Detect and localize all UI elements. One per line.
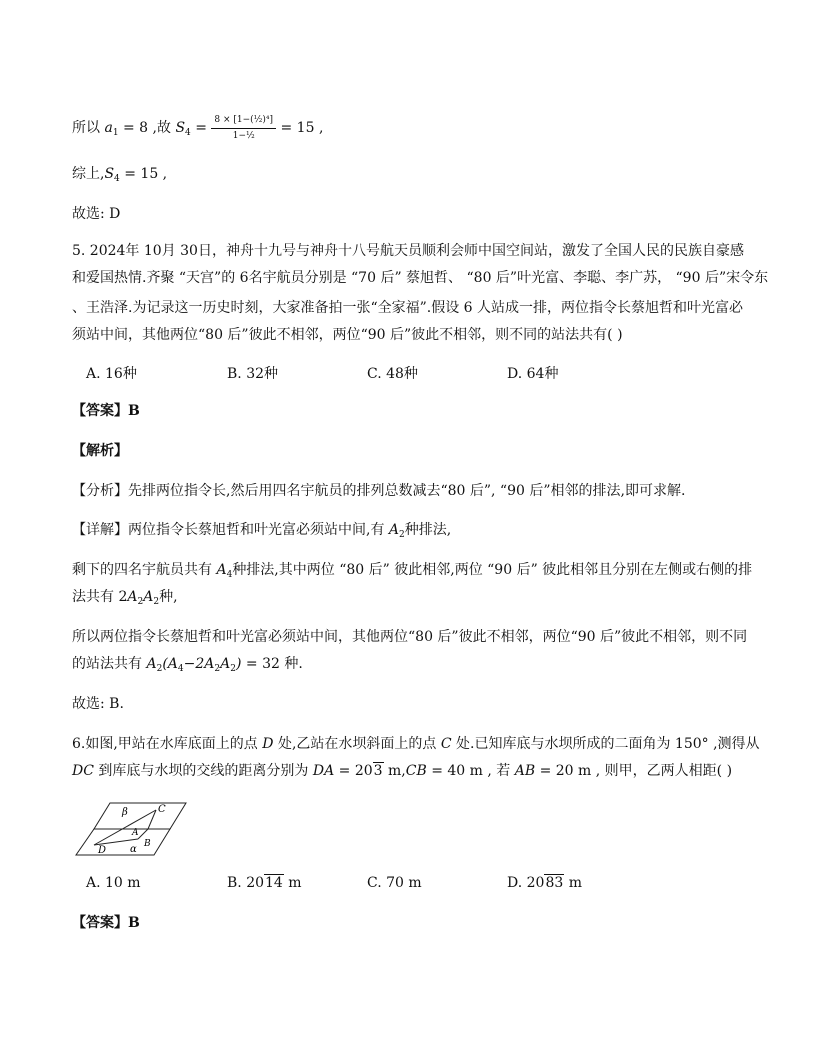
intro-line <box>72 114 323 143</box>
s4-var: S <box>175 120 186 136</box>
q6-line2-d: = 20 m , 则甲，乙两人相距( ) <box>535 763 733 779</box>
q5-line1: 5. 2024年 10月 30日，神舟十九号与神舟十八号航天员顺利会师中国空间站，激发了全国人民的民族自豪感 <box>72 243 744 259</box>
eq-sign: = <box>190 120 212 136</box>
q6-option-c: C. 70 m <box>367 875 422 891</box>
fraction-denominator: 1−½ <box>232 131 255 141</box>
q6-line2-b: m, <box>383 763 406 779</box>
q5-detail-prefix: 【详解】两位指令长蔡旭哲和叶光富必须站中间,有 <box>72 522 389 538</box>
q6-option-b <box>227 875 302 891</box>
q6-line2: DC 到库底与水坝的交线的距离分别为 DA = 203 m,CB = 40 m , 若 AB = 20 m , 则甲，乙两人相距( ) <box>72 763 733 779</box>
label-alpha: α <box>130 844 137 855</box>
q6-option-d-text: D. 20 <box>507 875 545 891</box>
summary-rest: = 15 , <box>119 166 168 182</box>
q6-line2-a: 到库底与水坝的交线的距离分别为 <box>93 763 313 779</box>
q5-rest2-prefix: 法共有 <box>72 589 119 605</box>
label-beta: β <box>122 807 128 818</box>
q5-final2 <box>72 654 303 679</box>
q6-option-b-text: B. 20 <box>227 875 265 891</box>
label-b: B <box>144 839 151 849</box>
intro-prefix: 所以 <box>72 120 100 136</box>
q6-line1-b: 处,乙站在水坝斜面上的点 <box>273 736 441 752</box>
a1-var: a <box>104 120 113 136</box>
fraction-numerator: 8 × [1−(½)⁴] <box>211 114 276 129</box>
q5-option-c: C. 48种 <box>367 366 418 382</box>
q5-final2-suffix: = 32 种. <box>241 656 303 672</box>
label-c: C <box>158 804 166 815</box>
summary-line <box>72 164 167 189</box>
q6-option-d-unit: m <box>564 875 583 891</box>
q5-rest1-prefix: 剩下的四名宇航员共有 <box>72 562 217 578</box>
q5-detail-suffix: 种排法, <box>404 522 452 538</box>
q6-option-d-root: 83 <box>545 875 564 891</box>
summary-text: 综上, <box>72 166 105 182</box>
arrangement-a44: $A_4$ <box>216 562 233 580</box>
q5-rest1 <box>72 560 752 585</box>
segment-ab-line <box>138 829 148 839</box>
q5-line4: 须站中间，其他两位“80 后”彼此不相邻，两位“90 后”彼此不相邻，则不同的站法共有( ) <box>72 327 623 343</box>
q5-line3: 、王浩泽.为记录这一历史时刻，大家准备拍一张“全家福”.假设 6 人站成一排，两位指令长蔡旭哲和叶光富必 <box>72 300 744 316</box>
a1-val: = 8 ,故 <box>118 120 176 136</box>
q6-line1-a: 6.如图,甲站在水库底面上的点 <box>72 736 263 752</box>
fraction <box>211 114 276 142</box>
plane-alpha <box>76 829 170 855</box>
segment-bc-line <box>148 810 156 829</box>
q5-final1: 所以两位指令长蔡旭哲和叶光富必须站中间，其他两位“80 后”彼此不相邻，两位“90 后”彼此不相邻，则不同 <box>72 629 748 645</box>
q6-option-b-unit: m <box>283 875 302 891</box>
dihedral-figure <box>74 801 189 859</box>
q6-line1 <box>72 734 760 754</box>
segment-dc: DC <box>72 763 94 779</box>
q5-final2-prefix: 的站法共有 <box>72 656 147 672</box>
q5-option-a: A. 16种 <box>86 366 137 382</box>
q5-rest2-suffix: 种, <box>159 589 178 605</box>
q6-option-d <box>507 875 582 891</box>
point-d: D <box>262 736 274 752</box>
arrangement-a22: $A_2$ <box>388 522 405 540</box>
q5-detail <box>72 520 451 545</box>
s4-sub: 4 <box>185 128 191 138</box>
final-expression: $A_2(A_4-2A_2A_2)$ <box>146 656 242 674</box>
q5-analysis-title: 【解析】 <box>72 443 128 459</box>
summary-sub: 4 <box>114 174 120 184</box>
q6-option-a: A. 10 m <box>86 875 141 891</box>
q5-option-d: D. 64种 <box>507 366 559 382</box>
point-c: C <box>440 736 452 752</box>
q5-line2: 和爱国热情.齐聚 “天宫”的 6名宇航员分别是 “70 后” 蔡旭哲、 “80 后”叶光富、李聪、李广苏， “90 后”宋令东 <box>72 270 769 286</box>
a1-sub: 1 <box>112 128 119 138</box>
q5-choose: 故选: B. <box>72 696 124 712</box>
q5-analysis: 【分析】先排两位指令长,然后用四名宇航员的排列总数减去“80 后”, “90 后”相邻的排法,即可求解. <box>72 483 686 499</box>
intro-result: = 15 , <box>276 120 324 136</box>
q6-line1-c: 处.已知库底与水坝所成的二面角为 150° ,测得从 <box>451 736 760 752</box>
choose-d: 故选: D <box>72 206 121 222</box>
plane-beta <box>94 803 186 829</box>
q5-answer: 【答案】B <box>72 403 140 419</box>
summary-var: S <box>104 166 115 182</box>
q6-line2-c: = 40 m , 若 <box>426 763 515 779</box>
q6-answer: 【答案】B <box>72 915 140 931</box>
label-d: D <box>98 845 107 856</box>
label-a: A <box>132 828 139 838</box>
q6-option-b-root: 14 <box>265 875 283 891</box>
q5-rest2: 法共有 $2A_2A_2$种, <box>72 589 178 607</box>
q5-option-b: B. 32种 <box>227 366 279 382</box>
q5-rest1-suffix: 种排法,其中两位 “80 后” 彼此相邻,两位 “90 后” 彼此相邻且分别在左侧或右侧的排 <box>232 562 753 578</box>
